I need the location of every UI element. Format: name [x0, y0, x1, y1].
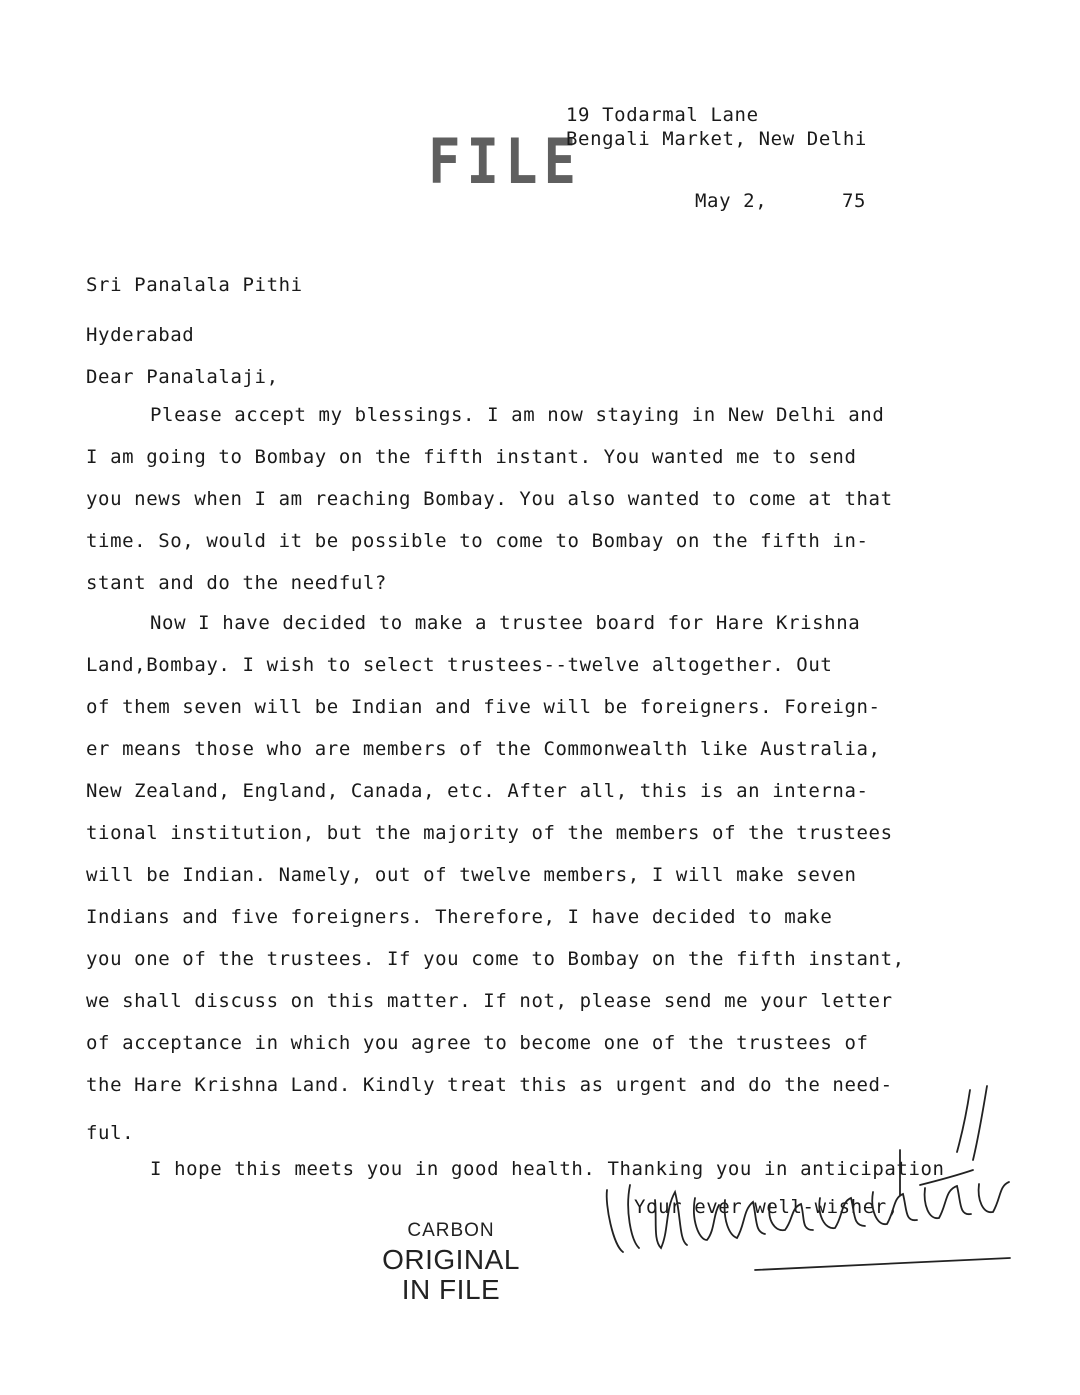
closing: Your ever well-wisher, — [634, 1196, 899, 1218]
body-line: Land,Bombay. I wish to select trustees--twelve altogether. Out — [86, 654, 833, 676]
body-line: Please accept my blessings. I am now staying in New Delhi and — [150, 404, 885, 426]
body-line: I am going to Bombay on the fifth instant. You wanted me to send — [86, 446, 857, 468]
carbon-stamp-line3: IN FILE — [401, 1274, 501, 1305]
body-line: the Hare Krishna Land. Kindly treat this as urgent and do the need- — [86, 1074, 893, 1096]
carbon-stamp-line2: ORIGINAL — [382, 1244, 520, 1275]
carbon-stamp-line1: CARBON — [407, 1220, 495, 1241]
body-line: of acceptance in which you agree to become one of the trustees of — [86, 1032, 869, 1054]
letter-year: 75 — [842, 190, 867, 212]
body-line: we shall discuss on this matter. If not, please send me your letter — [86, 990, 893, 1012]
sender-address-line2: Bengali Market, New Delhi — [566, 128, 867, 150]
file-stamp: FILE — [428, 125, 583, 198]
sender-address-line1: 19 Todarmal Lane — [566, 104, 759, 126]
body-line: ful. — [86, 1122, 135, 1144]
recipient-name: Sri Panalala Pithi — [86, 274, 303, 296]
body-line: you news when I am reaching Bombay. You also wanted to come at that — [86, 488, 893, 510]
handwritten-signature — [595, 1080, 1035, 1280]
carbon-stamp — [376, 1220, 526, 1306]
body-line: stant and do the needful? — [86, 572, 387, 594]
body-line: will be Indian. Namely, out of twelve members, I will make seven — [86, 864, 857, 886]
body-line: er means those who are members of the Commonwealth like Australia, — [86, 738, 881, 760]
body-line: Now I have decided to make a trustee board for Hare Krishna — [150, 612, 861, 634]
body-line: I hope this meets you in good health. Thanking you in anticipation — [150, 1158, 945, 1180]
recipient-city: Hyderabad — [86, 324, 195, 346]
body-line: Indians and five foreigners. Therefore, I have decided to make — [86, 906, 833, 928]
body-line: time. So, would it be possible to come to Bombay on the fifth in- — [86, 530, 869, 552]
letter-date: May 2, — [695, 190, 768, 212]
body-line: you one of the trustees. If you come to Bombay on the fifth instant, — [86, 948, 905, 970]
body-line: tional institution, but the majority of the members of the trustees — [86, 822, 893, 844]
salutation: Dear Panalalaji, — [86, 366, 279, 388]
body-line: of them seven will be Indian and five will be foreigners. Foreign- — [86, 696, 881, 718]
body-line: New Zealand, England, Canada, etc. After all, this is an interna- — [86, 780, 869, 802]
